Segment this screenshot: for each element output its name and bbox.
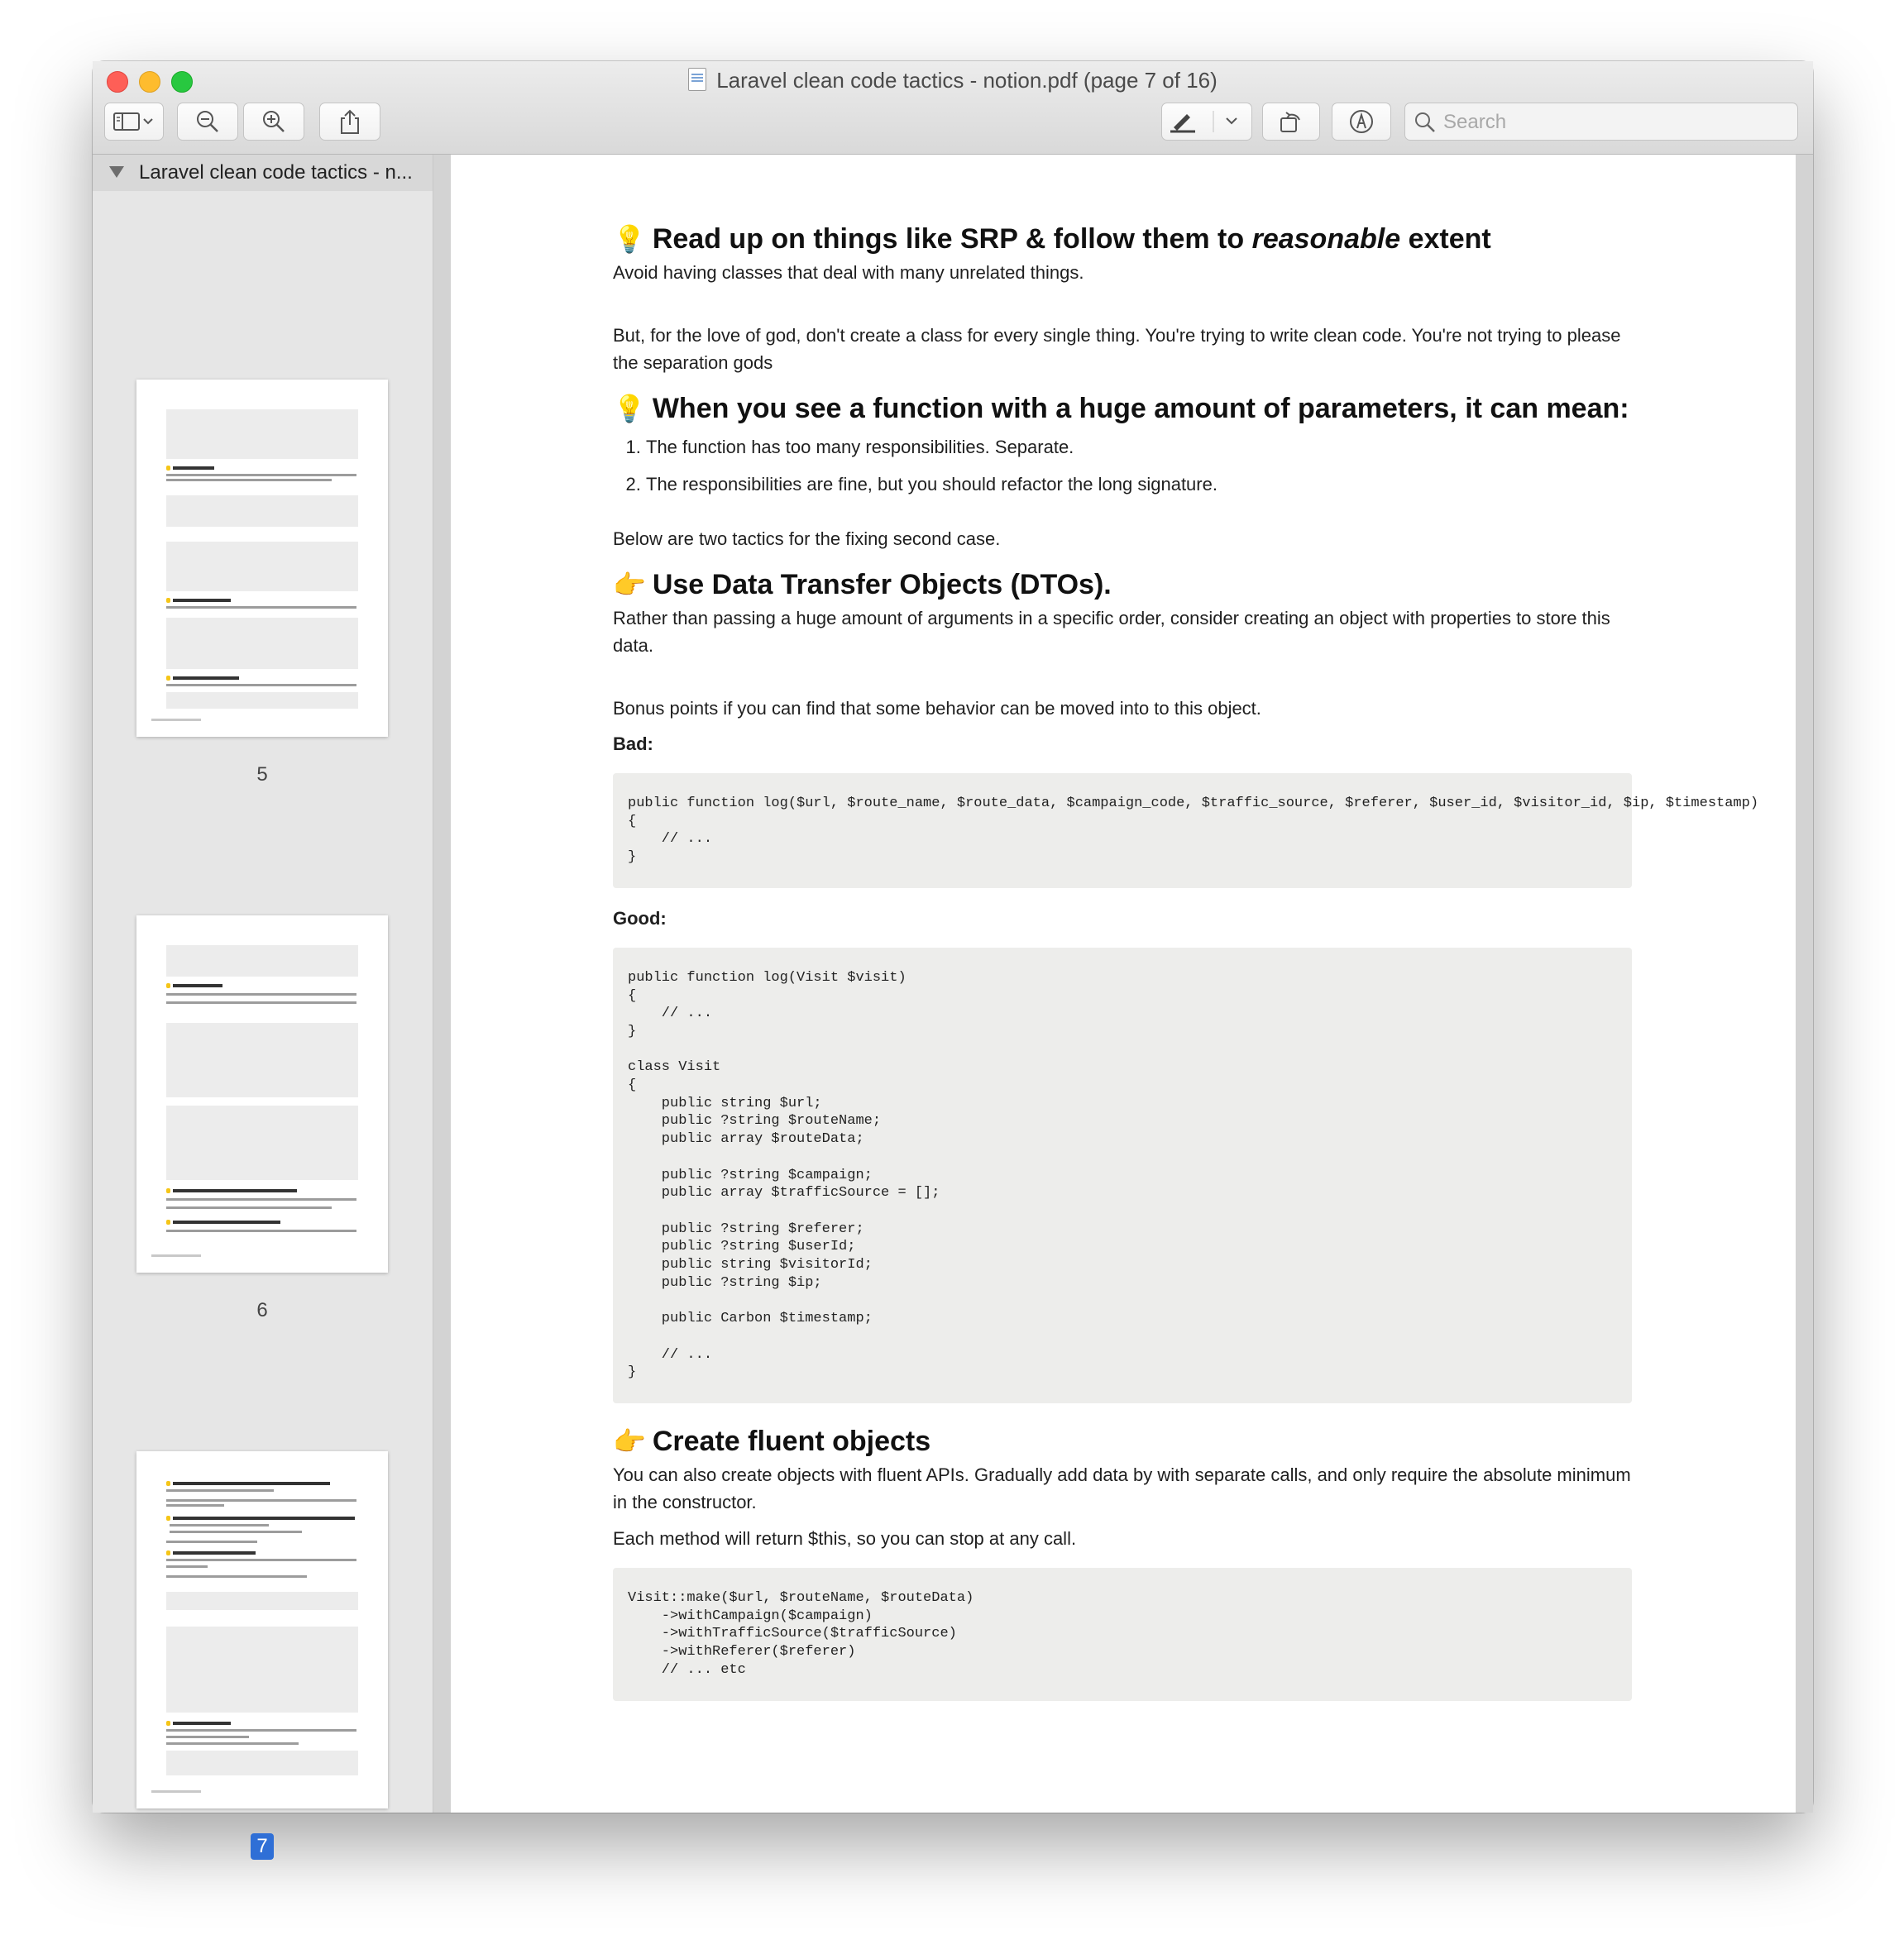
outline-header[interactable]: [93, 155, 433, 191]
paragraph: Bonus points if you can find that some behavior can be moved into to this object.: [613, 698, 1261, 719]
document-view[interactable]: [433, 155, 1813, 1813]
list-item: 1. The function has too many responsibilities. Separate.: [646, 428, 1632, 466]
page-thumbnail-7[interactable]: [136, 1451, 388, 1808]
zoom-in-icon: [261, 109, 286, 134]
title-toolbar: [93, 61, 1813, 155]
heading-parameters: 💡 When you see a function with a huge amount of parameters, it can mean:: [613, 393, 1629, 424]
paragraph: Below are two tactics for the fixing second case.: [613, 528, 1001, 549]
paragraph: But, for the love of god, don't create a class for every single thing. You're trying to write clean code. You're not trying to please the separation gods: [613, 325, 1621, 373]
paragraph: Each method will return $this, so you can stop at any call.: [613, 1527, 1077, 1549]
rotate-icon: [1278, 108, 1304, 135]
paragraph: Avoid having classes that deal with many unrelated things.: [613, 262, 1084, 283]
page-number-5[interactable]: 5: [256, 763, 268, 786]
rotate-button[interactable]: [1262, 103, 1320, 141]
search-icon: [1414, 111, 1437, 134]
paragraph: You can also create objects with fluent APIs. Gradually add data by with separate calls, and only require the absolute minimum in the constructor.: [613, 1464, 1631, 1512]
page-thumbnail-5[interactable]: [136, 380, 388, 737]
window-title-text: Laravel clean code tactics - notion.pdf (page 7 of 16): [716, 68, 1218, 93]
code-block-good: public function log(Visit $visit) { // ... } class Visit { public string $url; public ?string $routeName; public array $routeData; public ?string $campaign; public array $trafficSource = []; public ?string $referer; public ?string $userId; public string $visitorId; public ?string $ip; public Carbon $timestamp; // ... }: [613, 948, 1632, 1403]
pointing-hand-icon: 👉: [613, 1426, 646, 1456]
page-thumbnail-6[interactable]: [136, 915, 388, 1273]
search-field[interactable]: [1404, 103, 1798, 141]
window-title: [93, 68, 1813, 93]
zoom-out-button[interactable]: [177, 103, 238, 141]
markup-button[interactable]: [1332, 103, 1391, 141]
code-block-bad: public function log($url, $route_name, $route_data, $campaign_code, $traffic_source, $referer, $user_id, $visitor_id, $ip, $timestamp) { // ... }: [613, 773, 1632, 888]
list-item: 2. The responsibilities are fine, but you should refactor the long signature.: [646, 466, 1632, 503]
preview-window: [93, 61, 1813, 1857]
highlight-button[interactable]: [1161, 103, 1252, 141]
heading-srp: 💡 Read up on things like SRP & follow them to reasonable extent: [613, 223, 1491, 255]
good-label: Good:: [613, 907, 667, 929]
code-block-fluent: Visit::make($url, $routeName, $routeData) ->withCampaign($campaign) ->withTrafficSource($trafficSource) ->withReferer($referer) // ... etc: [613, 1568, 1632, 1701]
lightbulb-icon: 💡: [613, 394, 646, 423]
heading-fluent: 👉 Create fluent objects: [613, 1425, 931, 1457]
outline-title: Laravel clean code tactics - n...: [139, 161, 413, 184]
share-button[interactable]: [319, 103, 380, 141]
sidebar-toggle-button[interactable]: [104, 103, 164, 141]
bad-label: Bad:: [613, 733, 653, 754]
zoom-out-icon: [195, 109, 220, 134]
selected-page-badge: 7: [251, 1833, 274, 1860]
lightbulb-icon: 💡: [613, 224, 646, 254]
paragraph: Rather than passing a huge amount of arguments in a specific order, consider creating an object with properties to store this data.: [613, 608, 1610, 656]
pointing-hand-icon: 👉: [613, 570, 646, 600]
page-content: [613, 219, 1759, 1701]
zoom-in-button[interactable]: [243, 103, 304, 141]
thumbnail-sidebar: [93, 155, 433, 1857]
page-number-7-selected[interactable]: [136, 1833, 388, 1860]
pdf-page: [451, 155, 1796, 1813]
highlighter-icon: [1162, 109, 1251, 134]
search-input[interactable]: [1442, 108, 1792, 136]
markup-icon: [1348, 108, 1375, 135]
page-number-6[interactable]: 6: [256, 1299, 268, 1321]
heading-dtos: 👉 Use Data Transfer Objects (DTOs).: [613, 569, 1112, 600]
sidebar-icon: [112, 111, 155, 132]
pdf-document-icon: [688, 68, 706, 91]
share-icon: [338, 108, 361, 135]
disclosure-triangle-icon[interactable]: [109, 166, 124, 178]
numbered-list: [613, 428, 1632, 503]
